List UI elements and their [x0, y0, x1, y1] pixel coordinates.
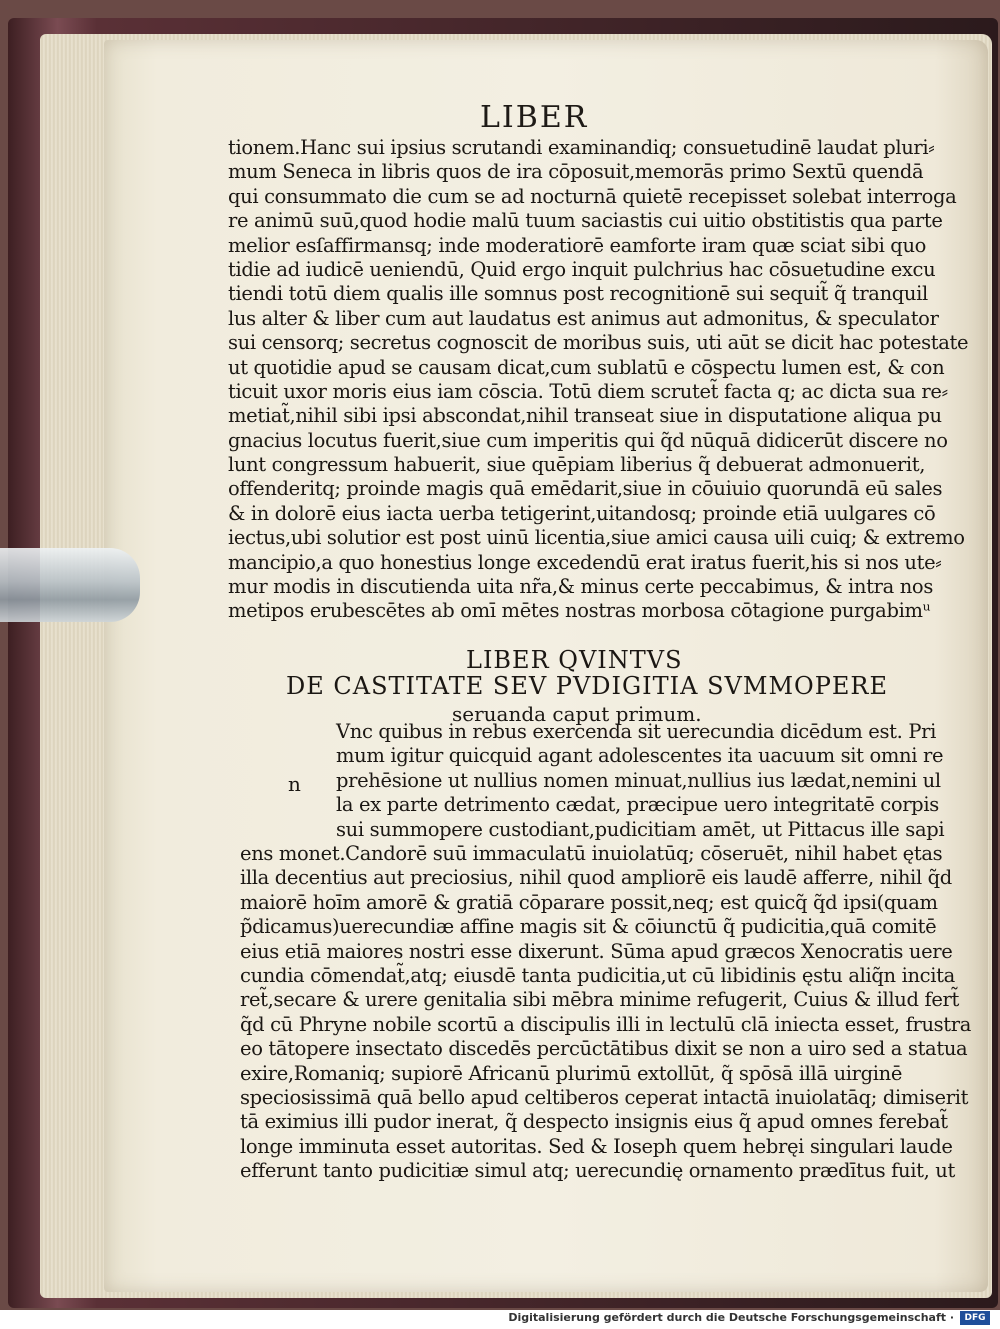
text-line: maiorē hoīm amorē & gratiā cōparare possit,neq; est quicq̃ q̃d ipsi(quam — [240, 890, 938, 914]
text-line: ret̃,secare & urere genitalia sibi mēbra minime refugerit, Cuius & illud fert̃ — [240, 988, 959, 1012]
text-line: tā eximius illi pudor inerat, q̃ despecto insignis eius q̃ apud omnes ferebat̃ — [240, 1110, 948, 1134]
text-line: re animū suū,quod hodie malū tuum saciastis cui uitio obstitistis qua parte — [228, 209, 943, 233]
text-line: la ex parte detrimento cædat, præcipue uero integritatē corpis — [336, 793, 939, 817]
initial-text-block — [336, 720, 945, 842]
section-title: DE CASTITATE SEV PVDIGITIA SVMMOPERE — [286, 672, 888, 700]
book-heading: LIBER QVINTVS — [466, 646, 683, 674]
text-line: efferunt tanto pudicitiæ simul atq; uerecundię ornamento prædītus fuit, ut — [240, 1159, 956, 1183]
text-line: tidie ad iudicē ueniendū, Quid ergo inquit pulchrius hac cōsuetudine excu — [228, 257, 936, 281]
text-line: q̃d cū Phryne nobile scortū a discipulis illi in lectulū clā iniecta esset, frustra — [240, 1012, 972, 1036]
text-line: Vnc quibus in rebus exercenda sit uerecundia dicēdum est. Pri — [336, 720, 936, 743]
chapter-heading: seruanda caput primum. — [452, 702, 702, 726]
text-line: mur modis in discutienda uita nr̃a,& minus certe peccabimus, & intra nos — [228, 575, 933, 599]
text-line: mum Seneca in libris quos de ira cōposuit,memorās primo Sextū quendā — [228, 160, 924, 184]
text-line: gnacius locutus fuerit,siue cum imperitis qui q̃d nūquā didicerūt discere no — [228, 428, 948, 452]
body-text-block — [240, 842, 972, 1183]
text-line: ticuit uxor moris eius iam cōscia. Totū diem scrutet̃ facta q; ac dicta sua re⸗ — [228, 379, 948, 403]
top-text-block — [228, 136, 969, 624]
text-line: speciosissimā quā bello apud celtiberos ceperat intactā inuiolatāq; dimiserit — [240, 1085, 969, 1109]
running-head: LIBER — [480, 100, 589, 135]
text-line: longe imminuta esset autoritas. Sed & Ioseph quem hebręi singulari laude — [240, 1134, 953, 1158]
text-line: lus alter & liber cum aut laudatus est animus aut admonitus, & speculator — [228, 306, 939, 330]
text-line: sui summopere custodiant,pudicitiam amēt, ut Pittacus ille sapi — [336, 817, 945, 841]
text-line: sui censorq; secretus cognoscit de moribus suis, uti aūt se dicit hac potestate — [228, 331, 969, 355]
text-line: eius etiā maiores nostri esse dixerunt. Sūma apud græcos Xenocratis uere — [240, 939, 953, 963]
text-line: illa decentius aut preciosius, nihil quod ampliorē eis laudē afferre, nihil q̃d — [240, 866, 952, 890]
text-line: qui consummato die cum se ad nocturnā quietē recepisset solebat interroga — [228, 184, 957, 208]
text-line: prehēsione ut nullius nomen minuat,nullius ius lædat,nemini ul — [336, 768, 941, 792]
guide-letter: n — [288, 772, 301, 796]
text-line: melior esſaffirmansq; inde moderatiorē eamforte iram quæ sciat sibi quo — [228, 233, 927, 257]
text-line: & in dolorē eius iacta uerba tetigerint,uitandosq; proinde etiā uulgares cō — [228, 501, 936, 525]
footer-credit: Digitalisierung gefördert durch die Deutsche Forschungsgemeinschaft · — [508, 1311, 954, 1324]
text-line: ut quotidie apud se causam dicat,cum sublatū e cōspectu lumen est, & con — [228, 355, 945, 379]
text-line: metiat̃,nihil sibi ipsi abscondat,nihil transeat siue in disputatione aliqua pu — [228, 404, 942, 428]
text-line: lunt congressum habuerit, siue quēpiam liberius q̃ debuerat admonuerit, — [228, 453, 926, 477]
text-line: tiendi totū diem qualis ille somnus post recognitionē sui sequit̃ q̃ tranquil — [228, 282, 928, 306]
page-clip — [0, 548, 140, 622]
text-line: tionem.Hanc sui ipsius scrutandi examinandiq; consuetudinē laudat pluri⸗ — [228, 136, 935, 159]
text-line: eo tātopere insectato discedēs percūctātibus dixit se non a uiro sed a statua — [240, 1037, 968, 1061]
text-line: metipos erubescētes ab omī mētes nostras morbosa cōtagione purgabimᵘ — [228, 599, 931, 623]
text-line: mum igitur quicquid agant adolescentes ita uacuum sit omni re — [336, 744, 944, 768]
text-line: offenderitq; proinde magis quā emēdarit,siue in cōuiuio quorundā eū sales — [228, 477, 943, 501]
text-line: cundia cōmendat̃,atq; eiusdē tanta pudicitia,ut cū libidinis ęstu aliq̃n incita — [240, 963, 955, 987]
text-line: iectus,ubi solutior est post uinū licentia,siue amici causa uili cuiq; & extremo — [228, 526, 965, 550]
dfg-logo: DFG — [960, 1311, 990, 1325]
text-line: mancipio,a quo honestius longe excedendū erat iratus fuerit,his si nos ute⸗ — [228, 550, 942, 574]
text-line: ens monet.Candorē suū immaculatū inuiolatūq; cōseruēt, nihil habet ętas — [240, 842, 943, 865]
text-line: p̃dicamus)uerecundiæ affine magis sit & cōiunctū q̃ pudicitia,quā comitē — [240, 915, 937, 939]
text-line: exire,Romaniq; supiorē Africanū plurimū extollūt, q̃ spōsā illā uirginē — [240, 1061, 903, 1085]
